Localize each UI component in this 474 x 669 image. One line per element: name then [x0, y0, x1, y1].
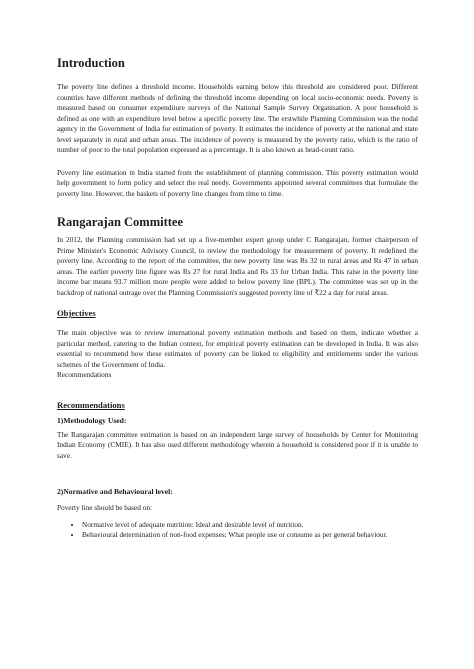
- objectives-trailing-text: Recommendations: [57, 370, 112, 379]
- objectives-heading: Objectives: [57, 308, 96, 318]
- rangarajan-paragraph: In 2012, the Planning commission had set up a five-member expert group under C Rangarajan, former chairperson of Prime Minister's Economic Advisory Council, to review the methodology for measurement of poverty. It redefined the poverty line. According to the report of the committee, the new poverty line was Rs 32 in rural areas and Rs 47 in urban areas. The earlier poverty line figure was Rs 27 for rural India and Rs 33 for Urban India. This raise in the poverty line income bar means 93.7 million more people were added to below poverty line (BPL). The committee was set up in the backdrop of national outrage over the Planning Commission's suggested poverty line of ₹22 a day for rural areas.: [57, 235, 418, 297]
- normative-bullet-list: [57, 520, 418, 541]
- normative-heading: 2)Normative and Behavioural level:: [57, 487, 173, 496]
- recommendations-heading: Recommendations: [57, 399, 125, 410]
- list-item: • Normative level of adequate nutrition: Ideal and desirable level of nutrition.: [82, 520, 418, 531]
- methodology-heading: 1)Methodology Used:: [57, 415, 127, 425]
- introduction-paragraph-1: The poverty line defines a threshold income. Households earning below this threshold are considered poor. Different countries have different methods of defining the threshold income depending on local socio-economic needs. Poverty is measured based on consumer expenditure surveys of the National Sample Survey Organisation. A poor household is defined as one with an expenditure level below a specific poverty line. The erstwhile Planning Commission was the nodal agency in the Government of India for estimation of poverty. It estimates the incidence of poverty at the national and state level separately in rural and urban areas. The incidence of poverty is measured by the poverty ratio, which is the ratio of number of poor to the total population expressed as a percentage. It is also known as head-count ratio.: [57, 82, 418, 154]
- normative-intro: Poverty line should be based on:: [57, 503, 153, 512]
- methodology-paragraph: The Rangarajan committee estimation is based on an independent large survey of households by Center for Monitoring Indian Economy (CMIE). It has also used different methodology wherein a household is considered poor if it is unable to save.: [57, 429, 418, 460]
- list-item: • Behavioural determination of non-food expenses: What people use or consume as per general behaviour.: [82, 530, 418, 541]
- objectives-paragraph: The main objective was to review international poverty estimation methods and based on them, indicate whether a particular method, catering to the Indian context, for empirical poverty estimation can be developed in India. It was also essential to recommend how these estimates of poverty can be linked to eligibility and entitlements under the various schemes of the Government of India.: [57, 328, 418, 369]
- introduction-paragraph-2: Poverty line estimation in India started from the establishment of planning commission. This poverty estimation would help government to form policy and select the real needy. Governments appointed several committees that formulate the poverty line. However, the baskets of poverty line changes from time to time.: [57, 167, 418, 198]
- introduction-heading: Introduction: [57, 56, 125, 70]
- rangarajan-heading: Rangarajan Committee: [57, 215, 184, 229]
